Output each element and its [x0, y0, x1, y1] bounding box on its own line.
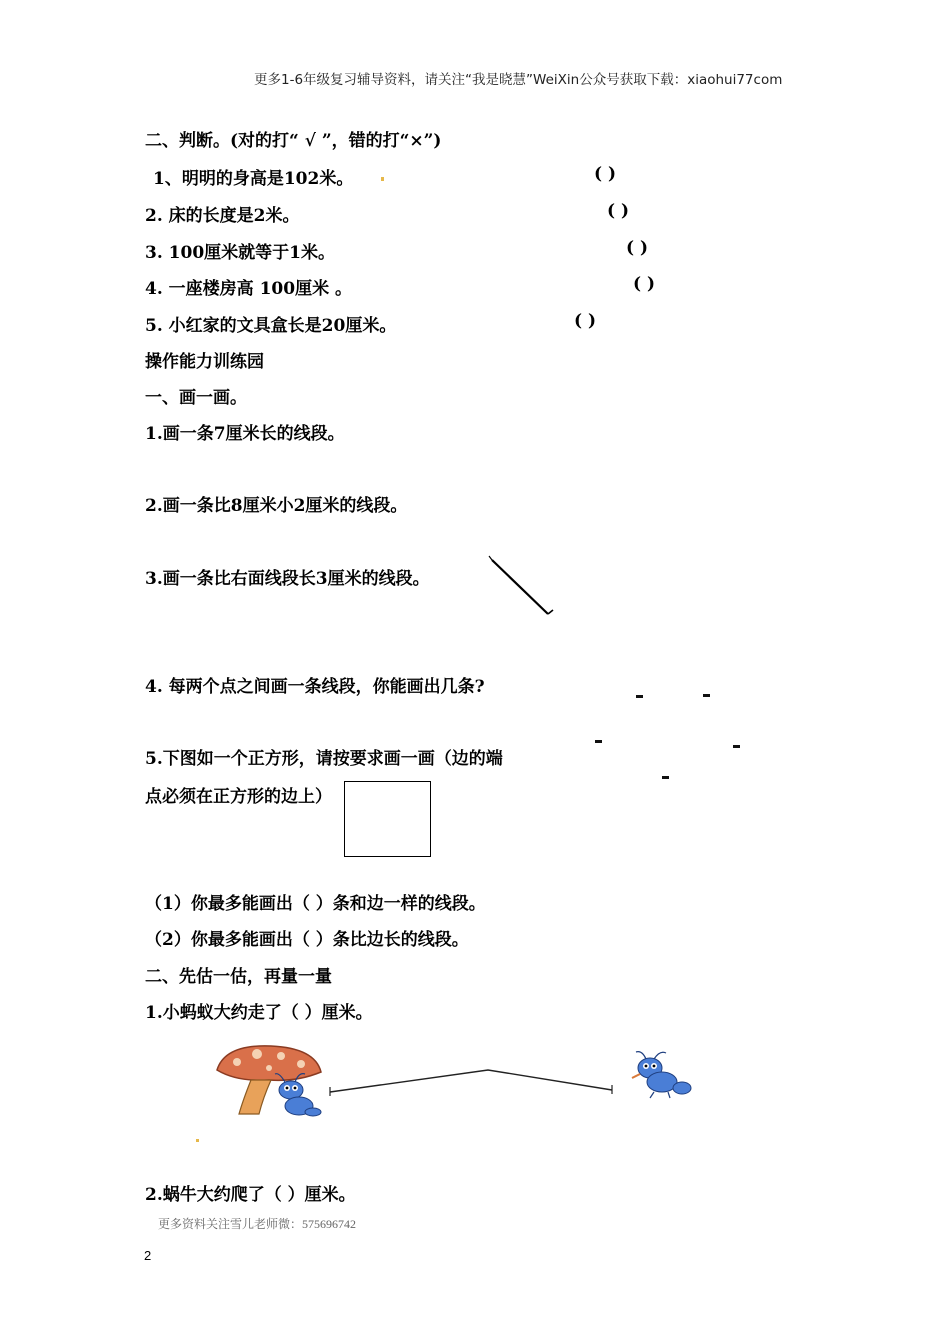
judge-answer-4[interactable]: ( )	[633, 274, 656, 294]
ant-path-line	[320, 1060, 620, 1100]
ops-title: 操作能力训练园	[145, 352, 264, 372]
judge-item-1: 1、明明的身高是102米。	[153, 169, 354, 189]
judge-item-3: 3. 100厘米就等于1米。	[145, 243, 335, 263]
judge-answer-5[interactable]: ( )	[574, 311, 597, 331]
square-figure	[344, 781, 431, 857]
point-1	[636, 695, 643, 698]
judge-section-title: 二、判断。(对的打“ √ ”，错的打“×”)	[145, 131, 442, 151]
judge-item-4: 4. 一座楼房高 100厘米 。	[145, 279, 352, 299]
mushroom-ant-illustration	[213, 1040, 333, 1120]
judge-answer-2[interactable]: ( )	[607, 201, 630, 221]
estimate-question-1: 1.小蚂蚁大约走了（ ）厘米。	[145, 1003, 373, 1023]
point-2	[703, 694, 710, 697]
estimate-section-title: 二、先估一估，再量一量	[145, 967, 332, 987]
square-subquestion-1: （1）你最多能画出（ ）条和边一样的线段。	[145, 894, 486, 914]
draw-question-1: 1.画一条7厘米长的线段。	[145, 424, 345, 444]
stray-mark	[196, 1139, 199, 1142]
point-4	[733, 745, 740, 748]
point-5	[662, 776, 669, 779]
square-subquestion-2: （2）你最多能画出（ ）条比边长的线段。	[145, 930, 469, 950]
draw-question-5-line2: 点必须在正方形的边上）	[145, 787, 332, 807]
page-number: 2	[144, 1248, 152, 1263]
judge-answer-1[interactable]: ( )	[594, 164, 617, 184]
draw-question-5-line1: 5.下图如一个正方形，请按要求画一画（边的端	[145, 749, 503, 769]
stray-mark	[381, 177, 384, 181]
draw-question-3: 3.画一条比右面线段长3厘米的线段。	[145, 569, 430, 589]
judge-item-5: 5. 小红家的文具盒长是20厘米。	[145, 316, 397, 336]
page-header: 更多1-6年级复习辅导资料，请关注“我是晓慧”WeiXin公众号获取下载：xiaohui77com	[254, 72, 783, 88]
reference-segment	[480, 548, 565, 628]
draw-question-2: 2.画一条比8厘米小2厘米的线段。	[145, 496, 408, 516]
point-3	[595, 740, 602, 743]
estimate-question-2: 2.蜗牛大约爬了（ ）厘米。	[145, 1185, 356, 1205]
draw-section-title: 一、画一画。	[145, 388, 247, 408]
draw-question-4: 4. 每两个点之间画一条线段，你能画出几条?	[145, 677, 485, 697]
footer-note: 更多资料关注雪儿老师微：575696742	[158, 1217, 357, 1231]
judge-answer-3[interactable]: ( )	[626, 238, 649, 258]
judge-item-2: 2. 床的长度是2米。	[145, 206, 300, 226]
ant-illustration	[624, 1048, 700, 1100]
